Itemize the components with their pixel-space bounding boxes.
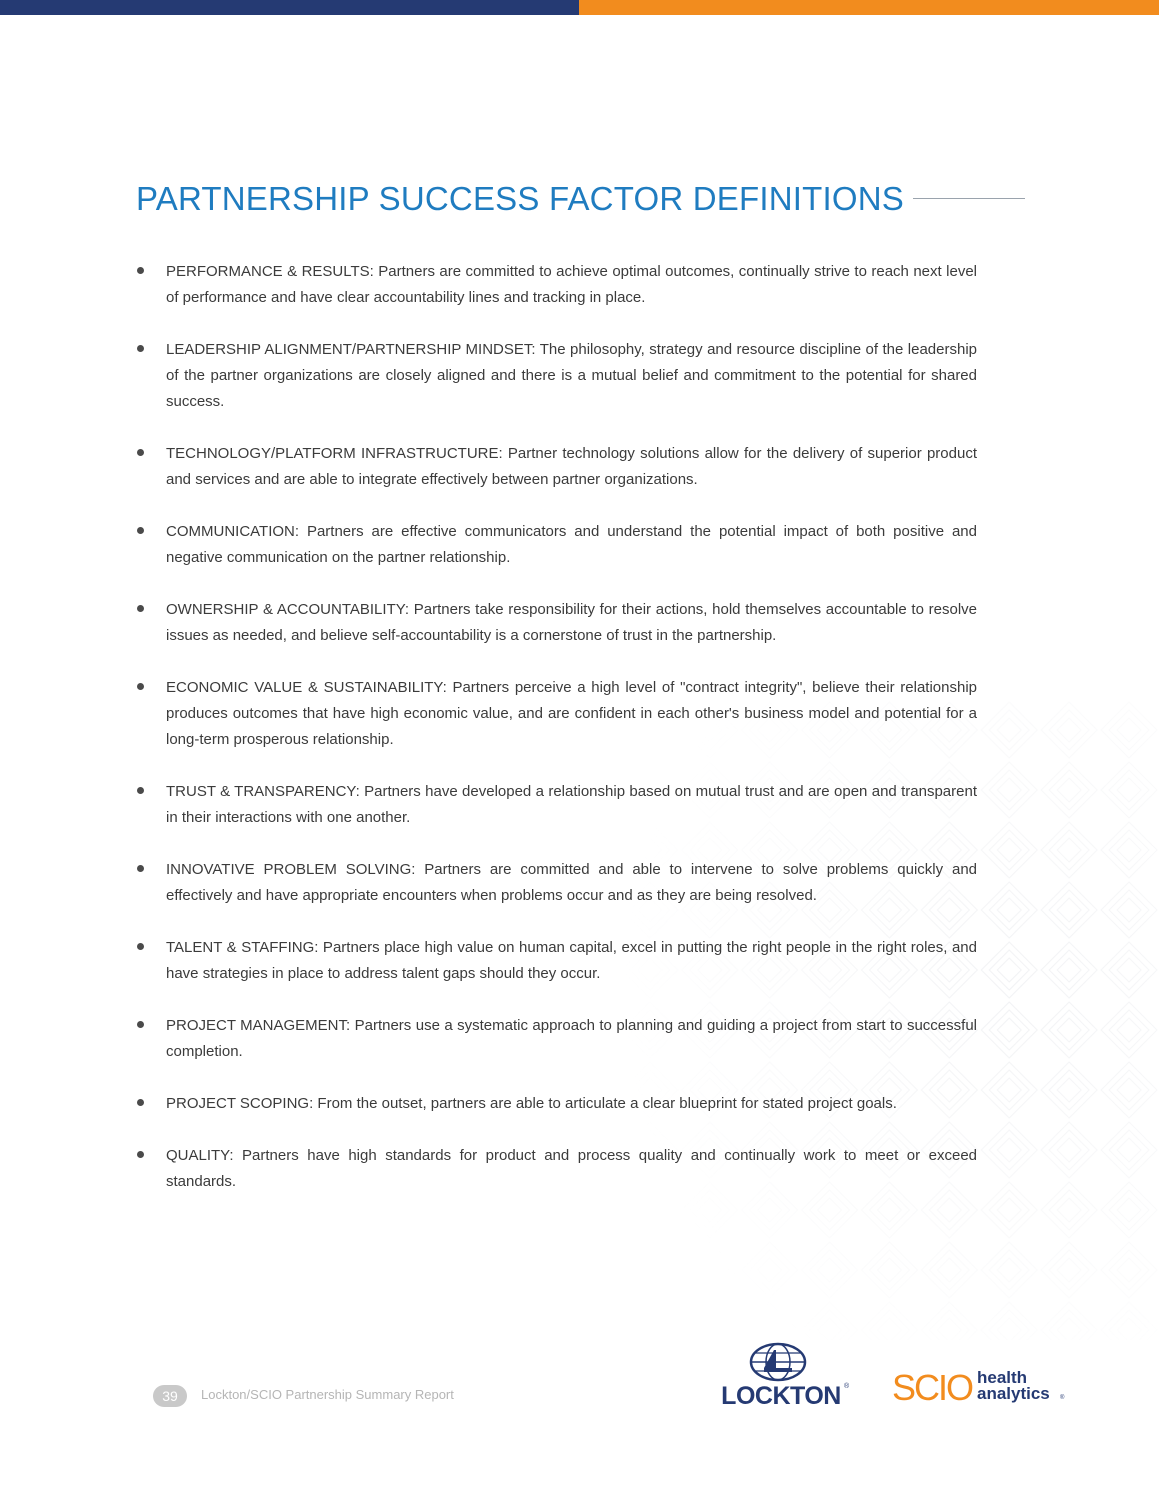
top-bar-orange-segment — [579, 0, 1159, 15]
list-item — [137, 1013, 977, 1065]
list-item — [137, 1091, 977, 1117]
definition-text: INNOVATIVE PROBLEM SOLVING: Partners are committed and able to intervene to solve problems quickly and effectively and have appropriate encounters when problems occur and as they are being resolved. — [166, 861, 977, 904]
scio-health-label: health — [977, 1368, 1028, 1387]
list-item — [137, 857, 977, 909]
list-item — [137, 337, 977, 415]
definition-text: COMMUNICATION: Partners are effective communicators and understand the potential impact of both positive and negative communication on the partner relationship. — [166, 523, 977, 566]
bullet-icon — [137, 865, 144, 872]
bullet-icon — [137, 683, 144, 690]
scio-wordmark: SCIO — [892, 1367, 973, 1408]
bullet-icon — [137, 1021, 144, 1028]
list-item — [137, 519, 977, 571]
definition-text: PROJECT SCOPING: From the outset, partners are able to articulate a clear blueprint for stated project goals. — [166, 1095, 897, 1112]
bullet-icon — [137, 267, 144, 274]
list-item — [137, 675, 977, 753]
bullet-icon — [137, 1151, 144, 1158]
definition-text: TRUST & TRANSPARENCY: Partners have developed a relationship based on mutual trust and are open and transparent in their interactions with one another. — [166, 783, 977, 826]
bullet-icon — [137, 449, 144, 456]
lockton-registered-mark: ® — [844, 1383, 850, 1390]
bullet-icon — [137, 605, 144, 612]
list-item — [137, 441, 977, 493]
title-rule-divider — [913, 198, 1025, 199]
scio-analytics-label: analytics — [977, 1384, 1050, 1403]
lockton-logo — [714, 1342, 854, 1408]
definition-text: OWNERSHIP & ACCOUNTABILITY: Partners take responsibility for their actions, hold themselves accountable to resolve issues as needed, and believe self-accountability is a cornerstone of trust in the partnership. — [166, 601, 977, 644]
list-item — [137, 259, 977, 311]
list-item — [137, 935, 977, 987]
bullet-icon — [137, 943, 144, 950]
list-item — [137, 779, 977, 831]
definitions-list — [137, 259, 977, 1221]
top-color-bar — [0, 0, 1159, 15]
definition-text: TECHNOLOGY/PLATFORM INFRASTRUCTURE: Partner technology solutions allow for the delivery of superior product and services and are able to integrate effectively between partner organizations. — [166, 445, 977, 488]
definition-text: LEADERSHIP ALIGNMENT/PARTNERSHIP MINDSET: The philosophy, strategy and resource discipline of the leadership of the partner organizations are closely aligned and there is a mutual belief and commitment to the potential for shared success. — [166, 341, 977, 410]
definition-text: ECONOMIC VALUE & SUSTAINABILITY: Partners perceive a high level of "contract integrity", believe their relationship produces outcomes that have high economic value, and are confident in each other's business model and potential for a long-term prosperous relationship. — [166, 679, 977, 748]
list-item — [137, 597, 977, 649]
definition-text: PROJECT MANAGEMENT: Partners use a systematic approach to planning and guiding a project from start to successful completion. — [166, 1017, 977, 1060]
footer-report-title: Lockton/SCIO Partnership Summary Report — [201, 1387, 454, 1402]
bullet-icon — [137, 787, 144, 794]
definition-text: PERFORMANCE & RESULTS: Partners are committed to achieve optimal outcomes, continually strive to reach next level of performance and have clear accountability lines and tracking in place. — [166, 263, 977, 306]
definition-text: TALENT & STAFFING: Partners place high value on human capital, excel in putting the right people in the right roles, and have strategies in place to address talent gaps should they occur. — [166, 939, 977, 982]
bullet-icon — [137, 527, 144, 534]
scio-registered-mark: ® — [1060, 1395, 1065, 1401]
page-title: PARTNERSHIP SUCCESS FACTOR DEFINITIONS — [136, 180, 904, 217]
top-bar-blue-segment — [0, 0, 579, 15]
bullet-icon — [137, 345, 144, 352]
page-number-badge: 39 — [153, 1385, 187, 1407]
definition-text: QUALITY: Partners have high standards for product and process quality and continually work to meet or exceed standards. — [166, 1147, 977, 1190]
lockton-globe-icon — [714, 1342, 854, 1384]
scio-health-analytics-logo — [892, 1368, 1072, 1408]
list-item — [137, 1143, 977, 1195]
lockton-wordmark: LOCKTON — [721, 1382, 841, 1410]
bullet-icon — [137, 1099, 144, 1106]
